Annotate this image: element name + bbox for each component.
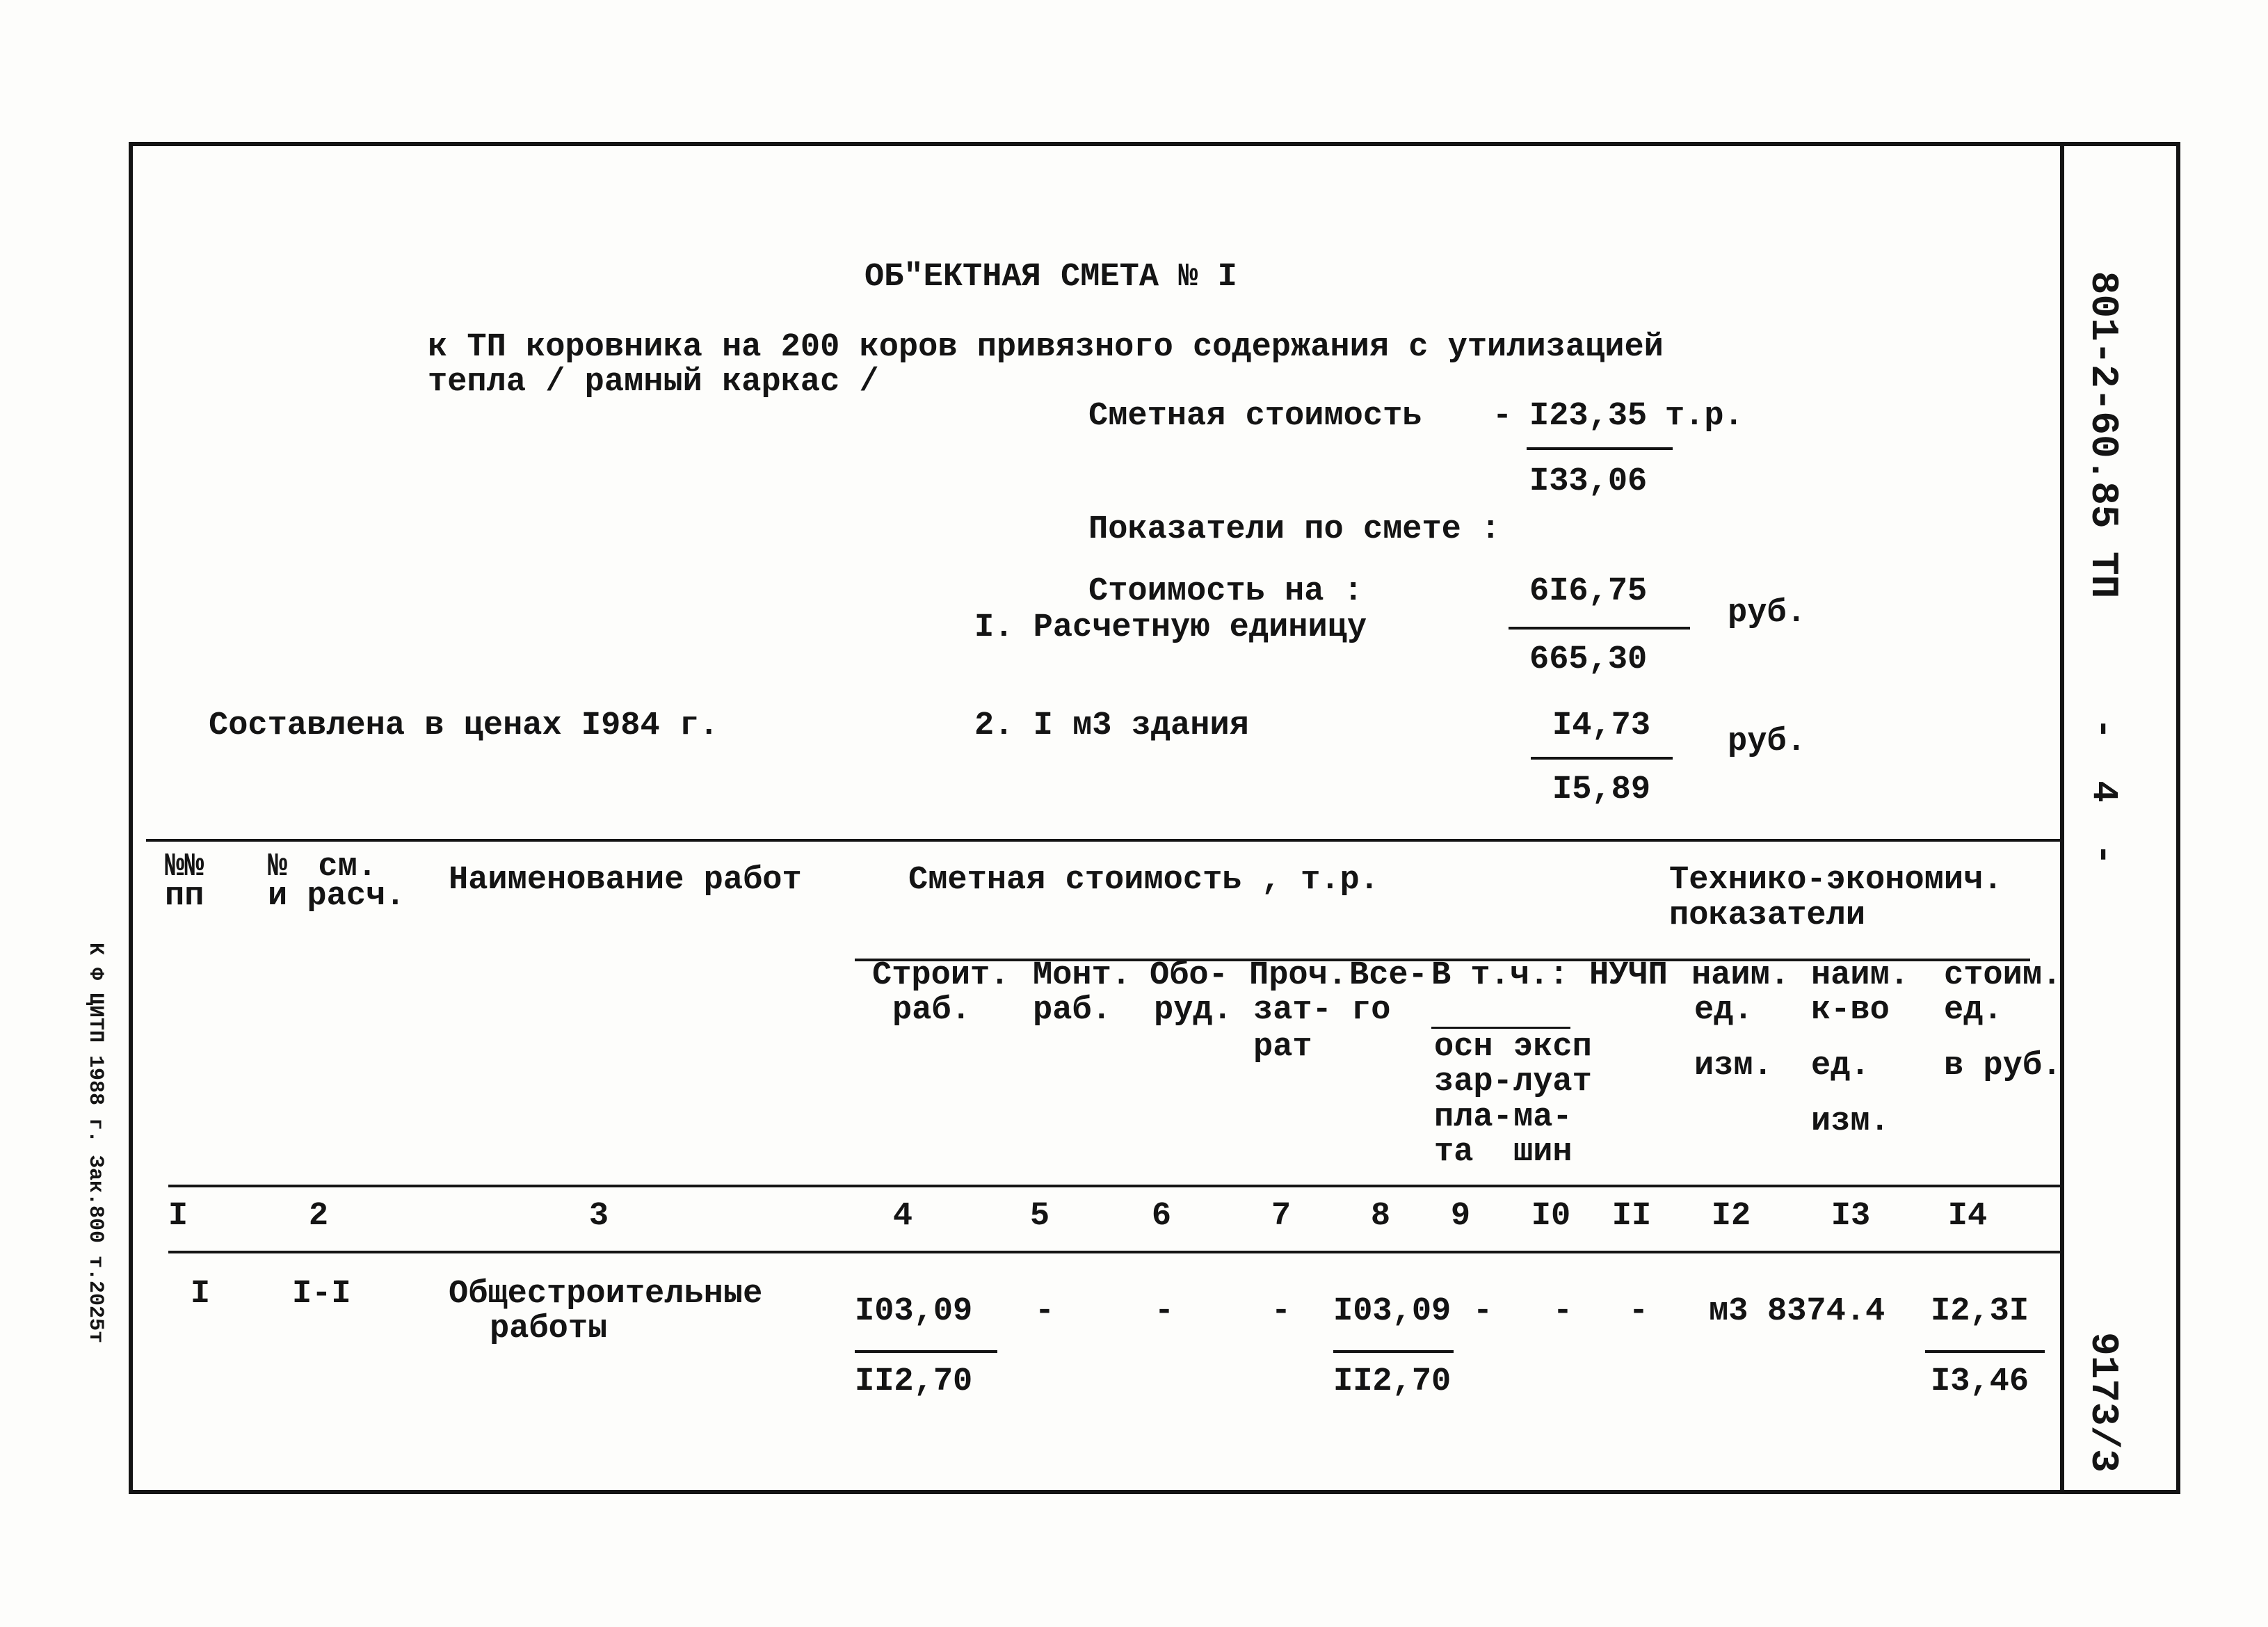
header-other-line3: рат xyxy=(1253,1029,1312,1066)
header-tech-group-line1: Технико-экономич. xyxy=(1669,862,2003,899)
subtitle-line-2: тепла / рамный каркас / xyxy=(428,364,879,401)
estimated-cost-label: Сметная стоимость xyxy=(1088,398,1422,435)
subtitle-line-1: к ТП коровника на 200 коров привязного содержания с утилизацией xyxy=(428,329,1664,366)
header-col3: Наименование работ xyxy=(449,862,802,899)
item1-value: 6I6,75 xyxy=(1529,573,1648,610)
header-unit-name-line3: изм. xyxy=(1694,1048,1773,1084)
header-other-line2: зат- xyxy=(1253,992,1332,1029)
header-wages-line3: пла- xyxy=(1434,1099,1513,1136)
header-machines-line2: луат xyxy=(1513,1064,1592,1100)
header-unit-qty-line2: к-во xyxy=(1811,992,1890,1029)
row-unit-cost-fraction-line xyxy=(1925,1350,2045,1353)
estimated-cost-value-2: I33,06 xyxy=(1529,463,1648,500)
header-unit-name-line2: ед. xyxy=(1694,992,1753,1029)
row-total-fraction-line xyxy=(1333,1350,1454,1353)
column-number: 5 xyxy=(1029,1198,1050,1235)
header-col1-line2: пп xyxy=(165,878,204,915)
item1-fraction-line xyxy=(1509,627,1690,630)
header-wages-line1: осн xyxy=(1434,1029,1493,1066)
header-unit-qty-line3: ед. xyxy=(1811,1048,1870,1084)
row-construction-value: I03,09 xyxy=(855,1293,973,1330)
column-number: I4 xyxy=(1947,1198,1988,1235)
header-unit-qty-line4: изм. xyxy=(1811,1103,1890,1140)
row-nuchp-value: - xyxy=(1628,1293,1649,1330)
header-total-line2: го xyxy=(1351,992,1391,1029)
item1-value-2: 665,30 xyxy=(1529,641,1648,678)
header-machines-line3: ма- xyxy=(1513,1099,1573,1136)
header-unit-cost-line3: в руб. xyxy=(1944,1048,2062,1084)
page-number: - 4 - xyxy=(2082,717,2124,876)
column-number: I2 xyxy=(1711,1198,1751,1235)
item2-value: I4,73 xyxy=(1552,707,1651,744)
printer-imprint: К Ф ЦИТП 1988 г. Зак.800 т.2025т xyxy=(83,942,107,1344)
header-unit-name-line1: наим. xyxy=(1691,957,1790,994)
column-number: 3 xyxy=(588,1198,609,1235)
header-equipment-line1: Обо- xyxy=(1150,957,1228,994)
header-wages-line4: та xyxy=(1434,1134,1474,1171)
header-other-line1: Проч. xyxy=(1249,957,1348,994)
row-unit-cost-value: I2,3I xyxy=(1931,1293,2029,1330)
column-numbers-bottom-rule xyxy=(168,1251,2060,1253)
header-wages-line2: зар- xyxy=(1434,1064,1513,1100)
column-number: 9 xyxy=(1450,1198,1471,1235)
row-wages-value: - xyxy=(1472,1293,1493,1330)
item1-unit: руб. xyxy=(1728,595,1806,632)
estimated-cost-dash: - xyxy=(1493,398,1513,435)
column-number: I xyxy=(168,1198,188,1235)
row-construction-value-2: II2,70 xyxy=(855,1363,973,1400)
item2-fraction-line xyxy=(1531,757,1673,760)
header-tech-group-line2: показатели xyxy=(1669,897,1866,934)
header-col2-line2: и расч. xyxy=(268,878,405,915)
header-construction-line1: Строит. xyxy=(872,957,1010,994)
row-unit: м3 xyxy=(1709,1293,1748,1330)
header-equipment-line2: руд. xyxy=(1154,992,1232,1029)
item1-label: I. Расчетную единицу xyxy=(974,609,1367,646)
header-col2-line1: № см. xyxy=(268,849,378,885)
table-top-rule xyxy=(146,839,2060,842)
header-unit-cost-line1: стоим. xyxy=(1944,957,2062,994)
header-unit-qty-line1: наим. xyxy=(1811,957,1910,994)
row-total-value: I03,09 xyxy=(1333,1293,1451,1330)
item2-label: 2. I м3 здания xyxy=(974,707,1249,744)
item2-unit: руб. xyxy=(1728,723,1806,760)
row-number: I xyxy=(190,1276,211,1313)
item2-value-2: I5,89 xyxy=(1552,771,1651,808)
header-col1-line1: №№ xyxy=(165,849,204,885)
row-installation-value: - xyxy=(1034,1293,1055,1330)
column-number: I3 xyxy=(1831,1198,1871,1235)
row-total-value-2: II2,70 xyxy=(1333,1363,1451,1400)
column-number: 7 xyxy=(1271,1198,1292,1235)
column-number: 4 xyxy=(892,1198,913,1235)
column-number: II xyxy=(1611,1198,1652,1235)
row-quantity: 8374.4 xyxy=(1767,1293,1885,1330)
row-construction-fraction-line xyxy=(855,1350,997,1353)
sheet-number: 9173/3 xyxy=(2081,1332,2125,1473)
column-number: 6 xyxy=(1151,1198,1172,1235)
header-installation-line2: раб. xyxy=(1033,992,1111,1029)
table-header-bottom-rule xyxy=(168,1185,2060,1187)
header-machines-line4: шин xyxy=(1513,1134,1573,1171)
row-reference: I-I xyxy=(292,1276,351,1313)
estimated-cost-value: I23,35 xyxy=(1529,398,1648,435)
indicators-label: Показатели по смете : xyxy=(1088,511,1501,548)
estimated-cost-unit: т.р. xyxy=(1665,398,1744,435)
column-number: I0 xyxy=(1531,1198,1571,1235)
column-number: 2 xyxy=(308,1198,329,1235)
row-other-value: - xyxy=(1271,1293,1292,1330)
side-strip-divider xyxy=(2060,142,2064,1494)
header-cost-group: Сметная стоимость , т.р. xyxy=(908,862,1379,899)
header-unit-cost-line2: ед. xyxy=(1944,992,2003,1029)
row-name-line1: Общестроительные xyxy=(449,1276,763,1313)
header-total-line1: Все- xyxy=(1349,957,1428,994)
document-title: ОБ"ЕКТНАЯ СМЕТА № I xyxy=(864,259,1237,296)
row-machines-value: - xyxy=(1552,1293,1573,1330)
row-equipment-value: - xyxy=(1154,1293,1175,1330)
column-number: 8 xyxy=(1370,1198,1391,1235)
header-nuchp: НУЧП xyxy=(1589,957,1668,994)
header-incl: В т.ч.: xyxy=(1431,957,1569,994)
row-name-line2: работы xyxy=(490,1311,608,1347)
header-machines-line1: эксп xyxy=(1513,1029,1592,1066)
row-unit-cost-value-2: I3,46 xyxy=(1931,1363,2029,1400)
estimated-cost-fraction-line xyxy=(1527,447,1673,450)
cost-per-label: Стоимость на : xyxy=(1088,573,1363,610)
header-construction-line2: раб. xyxy=(892,992,971,1029)
compiled-label: Составлена в ценах I984 г. xyxy=(209,707,719,744)
header-installation-line1: Монт. xyxy=(1033,957,1132,994)
document-code: 801-2-60.85 ТП xyxy=(2081,271,2125,599)
